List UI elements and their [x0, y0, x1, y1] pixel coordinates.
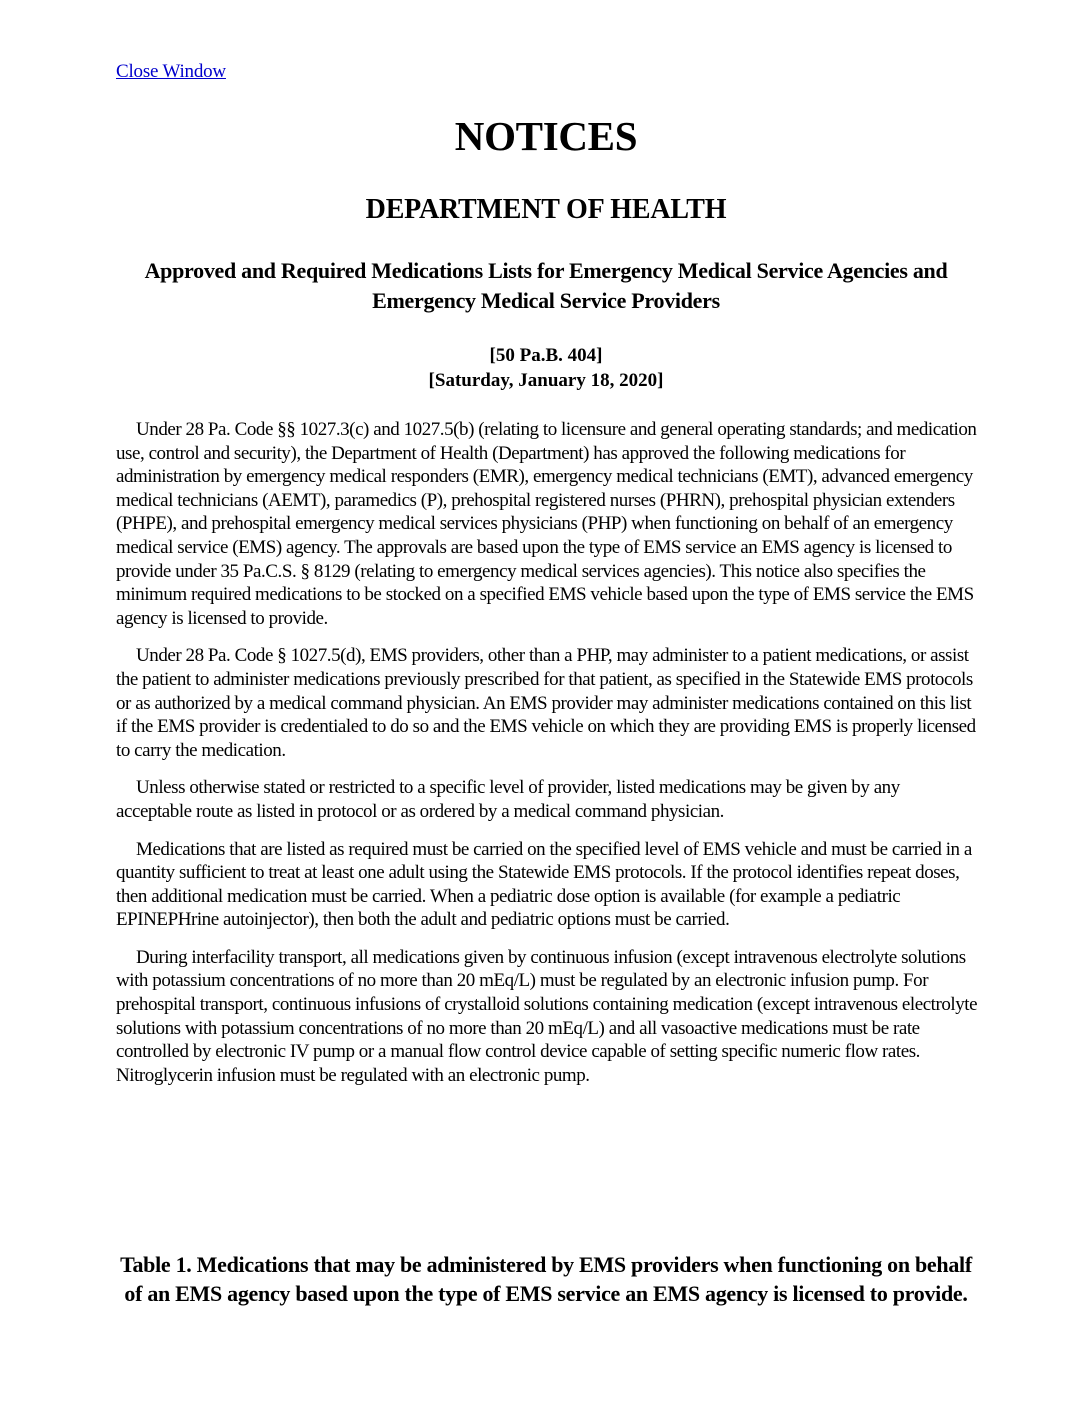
citation-block [116, 343, 976, 393]
notice-title-text: Approved and Required Medications Lists for Emergency Medical Service Agencies and Emergency Medical Service Providers [144, 258, 948, 313]
body-paragraph: Medications that are listed as required must be carried on the specified level of EMS vehicle and must be carried in a quantity sufficient to treat at least one adult using the Statewide EMS protocols. If the protocol identifies repeat doses, then additional medication must be carried. When a pediatric dose option is available (for example a pediatric EPINEPHrine autoinjector), then both the adult and pediatric options must be carried. [116, 838, 972, 931]
publication-date: [Saturday, January 18, 2020] [428, 370, 664, 391]
department-heading: DEPARTMENT OF HEALTH [365, 194, 727, 225]
notice-title [116, 256, 976, 316]
close-window-link[interactable]: Close Window [116, 61, 226, 82]
body-paragraph: During interfacility transport, all medications given by continuous infusion (except intravenous electrolyte solutions with potassium concentrations of no more than 20 mEq/L) must be regulated by an electronic infusion pump. For prehospital transport, continuous infusions of crystalloid solutions containing medication (except intravenous electrolyte solutions with potassium concentrations of no more than 20 mEq/L) and all vasoactive medications must be rate controlled by electronic IV pump or a manual flow control device capable of setting specific numeric flow rates. Nitroglycerin infusion must be regulated with an electronic pump. [116, 946, 978, 1086]
body-paragraph: Unless otherwise stated or restricted to a specific level of provider, listed medications may be given by any acceptable route as listed in protocol or as ordered by a medical command physician. [116, 777, 900, 822]
section-title: NOTICES [454, 113, 638, 159]
table-caption: Table 1. Medications that may be administered by EMS providers when functioning on behalf of an EMS agency based upon the type of EMS service an EMS agency is licensed to provide. [120, 1252, 972, 1306]
body-paragraph: Under 28 Pa. Code § 1027.5(d), EMS providers, other than a PHP, may administer to a patient medications, or assist the patient to administer medications previously prescribed for that patient, as specified in the Statewide EMS protocols or as authorized by a medical command physician. An EMS provider may administer medications contained on this list if the EMS provider is credentialed to do so and the EMS vehicle on which they are providing EMS is properly licensed to carry the medication. [116, 645, 976, 761]
notice-body [116, 418, 978, 1101]
bulletin-citation: [50 Pa.B. 404] [489, 345, 603, 366]
body-paragraph: Under 28 Pa. Code §§ 1027.3(c) and 1027.5(b) (relating to licensure and general operating standards; and medication use, control and security), the Department of Health (Department) has approved the following medications for administration by emergency medical responders (EMR), emergency medical technicians (EMT), advanced emergency medical technicians (AEMT), paramedics (P), prehospital registered nurses (PHRN), prehospital physician extenders (PHPE), and prehospital emergency medical services physicians (PHP) when functioning on behalf of an emergency medical service (EMS) agency. The approvals are based upon the type of EMS service an EMS agency is licensed to provide under 35 Pa.C.S. § 8129 (relating to emergency medical services agencies). This notice also specifies the minimum required medications to be stocked on a specified EMS vehicle based upon the type of EMS service the EMS agency is licensed to provide. [116, 419, 977, 629]
